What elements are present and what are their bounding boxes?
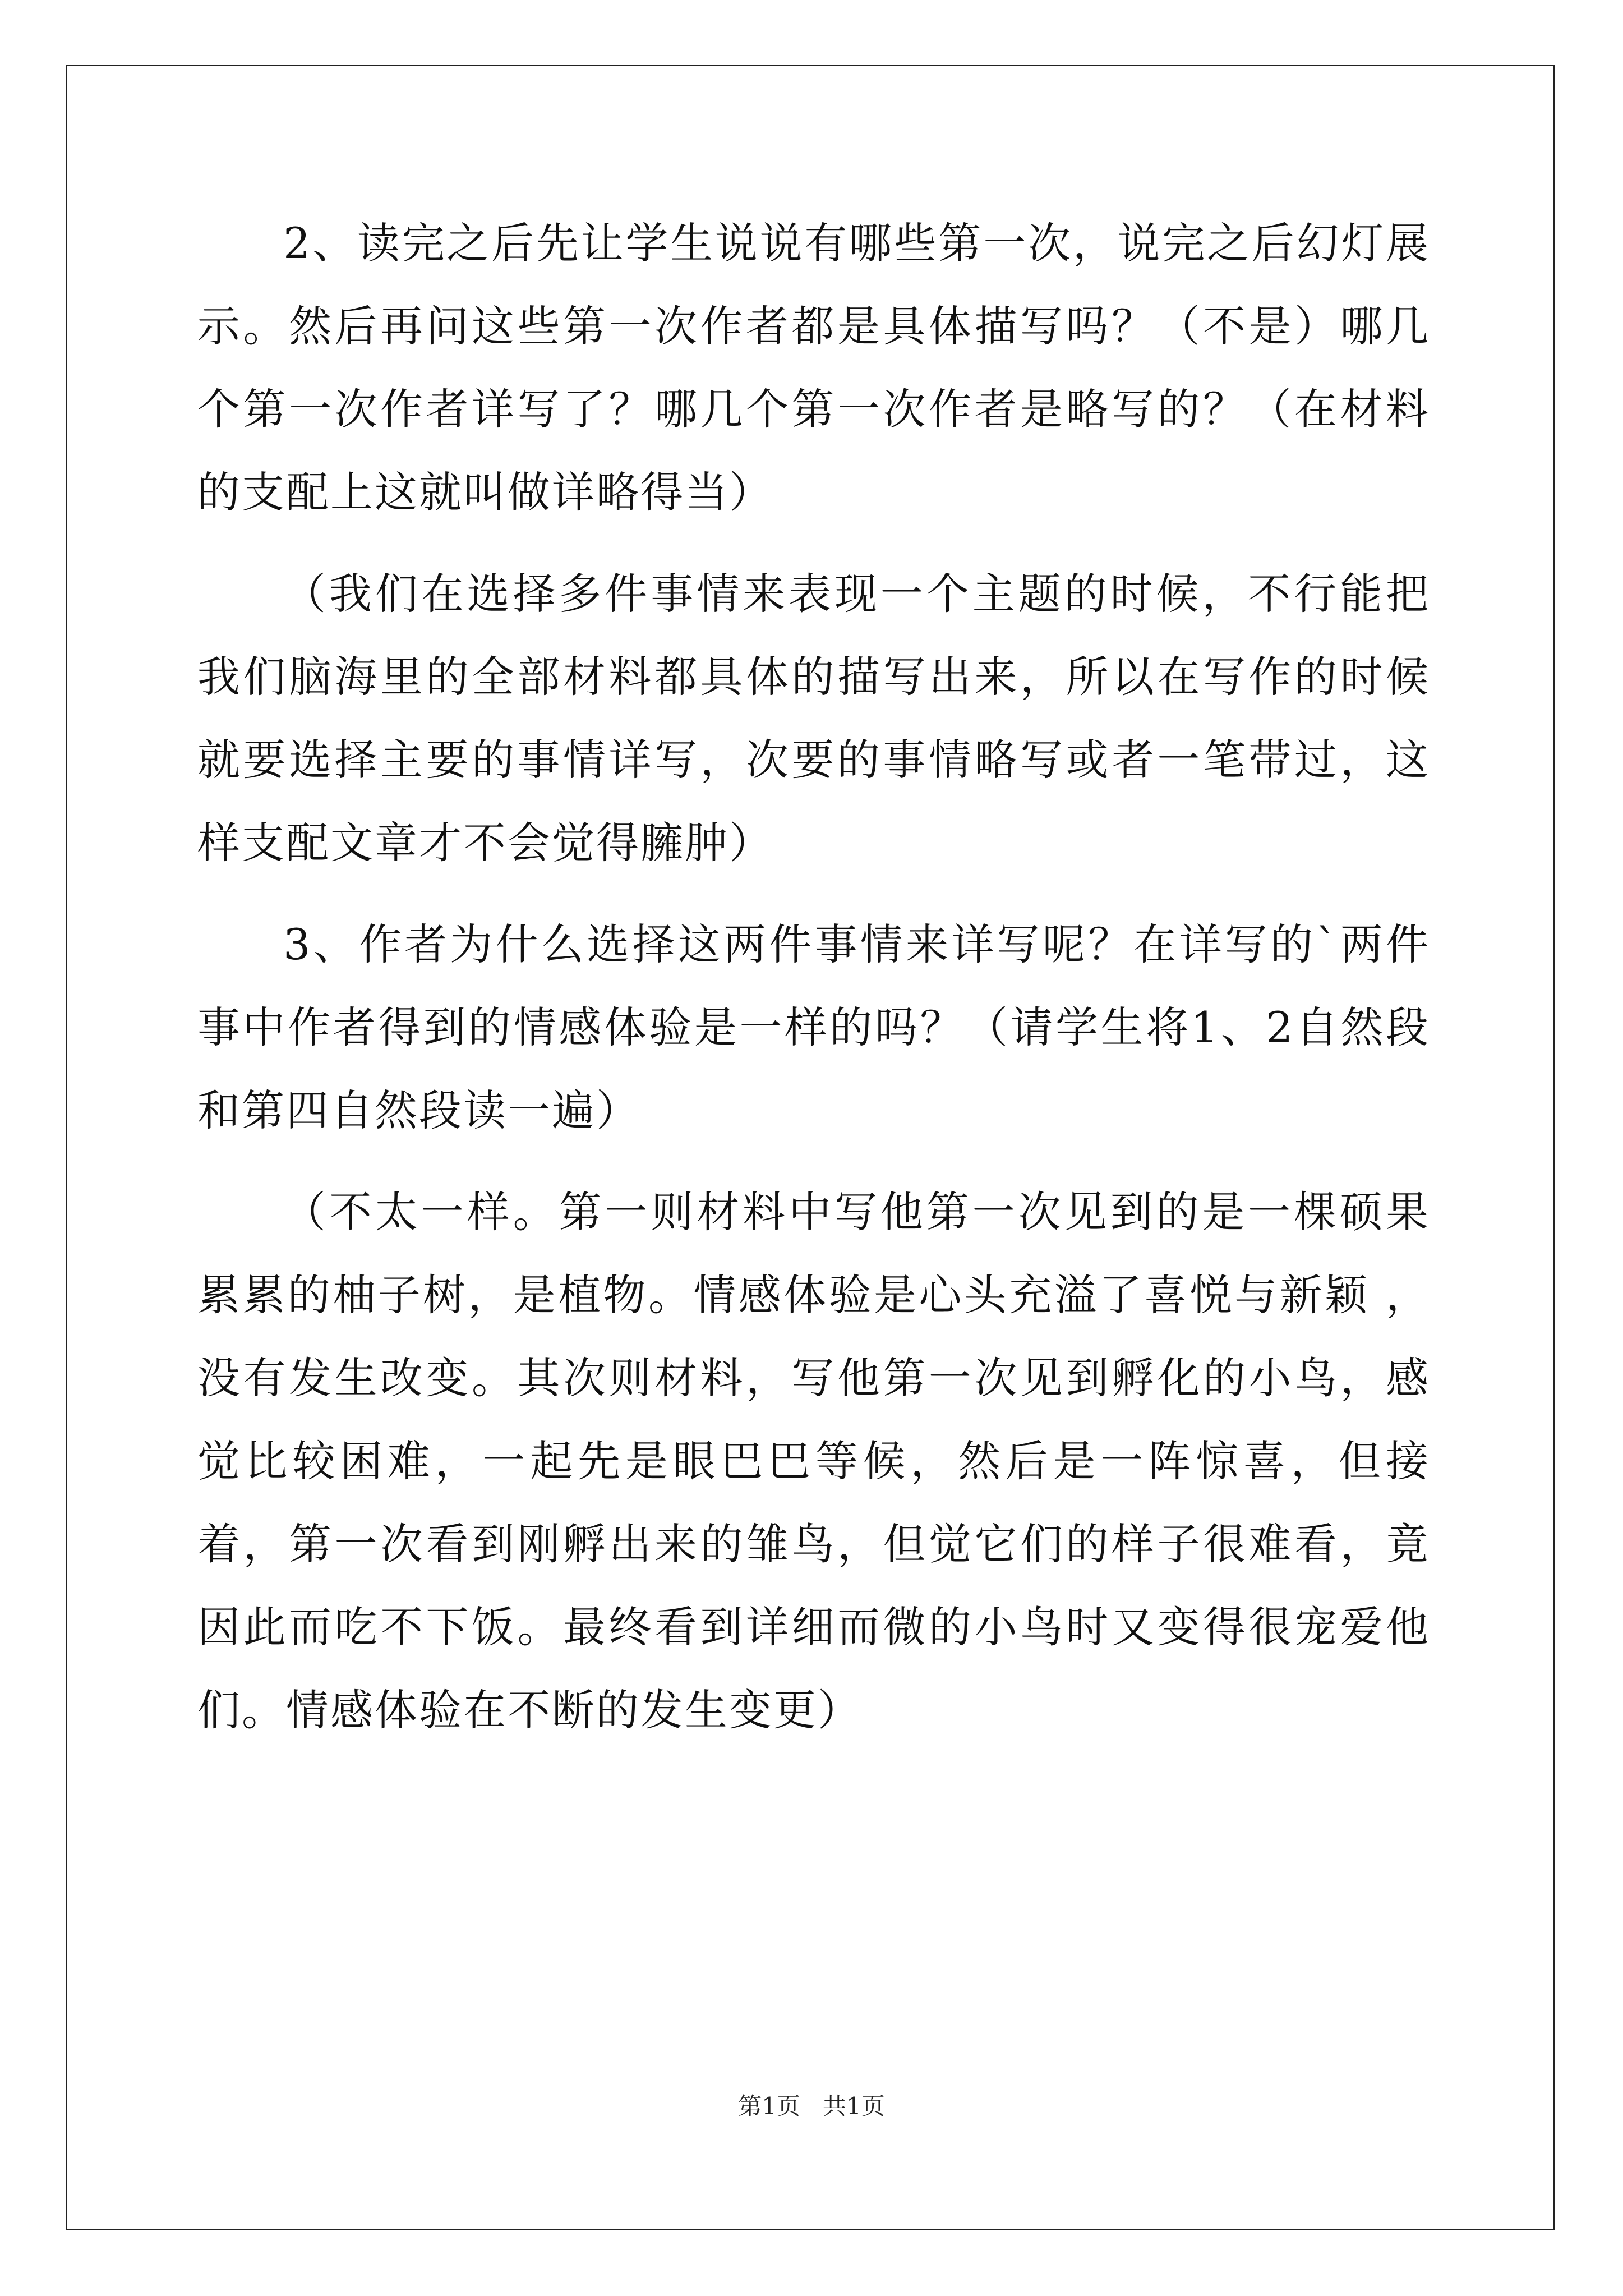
document-body [197,202,1430,1770]
page-number-footer: 第1页 共1页 [738,2092,885,2120]
paragraph-1: 2、读完之后先让学生说说有哪些第一次，说完之后幻灯展示。然后再问这些第一次作者都是具体描写吗？（不是）哪几个第一次作者详写了？哪几个第一次作者是略写的？（在材料的支配上这就叫做详略得当） [197,218,1430,517]
paragraph-3: 3、作者为什么选择这两件事情来详写呢？在详写的`两件事中作者得到的情感体验是一样的吗？（请学生将1、2自然段和第四自然段读一遍） [197,919,1430,1135]
paragraph-2: （我们在选择多件事情来表现一个主题的时候，不行能把我们脑海里的全部材料都具体的描写出来，所以在写作的时候就要选择主要的事情详写，次要的事情略写或者一笔带过，这样支配文章才不会觉得臃肿） [197,569,1430,868]
paragraph-4: （不太一样。第一则材料中写他第一次见到的是一棵硕果累累的柚子树，是植物。情感体验是心头充溢了喜悦与新颖 ，没有发生改变。其次则材料，写他第一次见到孵化的小鸟，感觉比较困难，一起先是眼巴巴等候，然后是一阵惊喜，但接着，第一次看到刚孵出来的雏鸟，但觉它们的样子很难看，竟因此而吃不下饭。最终看到详细而微的小鸟时又变得很宠爱他们。情感体验在不断的发生变更） [197,1187,1430,1735]
